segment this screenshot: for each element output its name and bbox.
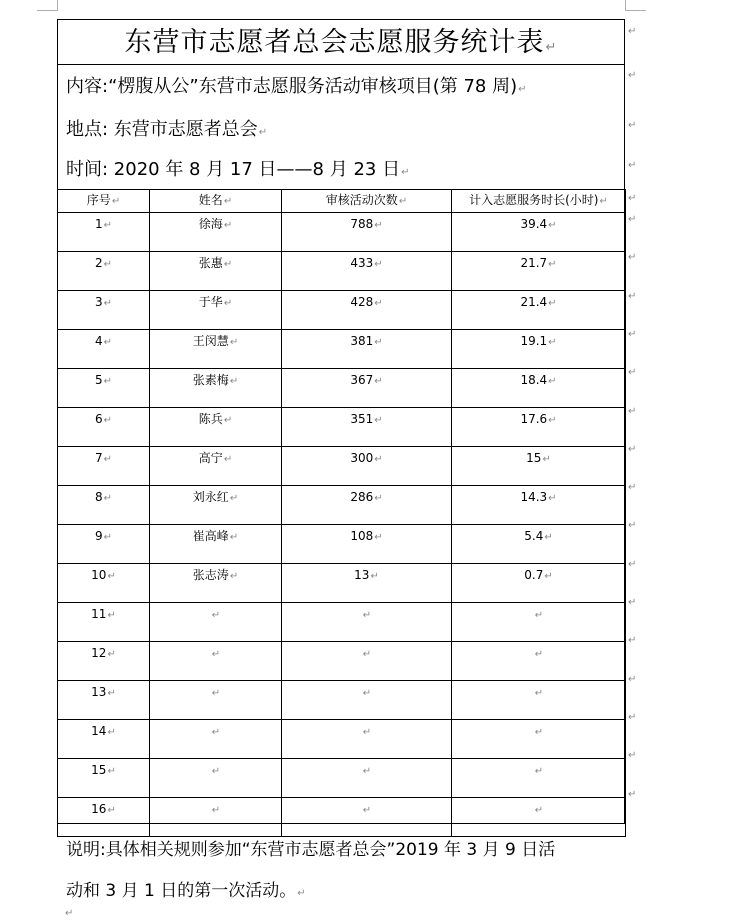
paragraph-mark-icon: ↵ [223, 415, 233, 426]
paragraph-mark-icon: ↵ [544, 571, 553, 582]
crop-mark-left [37, 0, 58, 11]
cell-hours: 39.4↵ [452, 213, 626, 252]
cell-count: 381↵ [282, 330, 452, 369]
cell-no: 8↵ [58, 486, 150, 525]
cell-count: 433↵ [282, 252, 452, 291]
paragraph-mark-icon: ↵ [362, 649, 372, 660]
content-text: 内容:“楞腹从公”东营市志愿服务活动审核项目(第 78 周) [66, 76, 518, 97]
paragraph-mark-icon: ↵ [229, 376, 239, 387]
paragraph-mark-icon: ↵ [223, 220, 233, 231]
cell-name: 张惠↵ [150, 252, 282, 291]
paragraph-mark-icon: ↵ [362, 727, 372, 738]
paragraph-mark-icon: ↵ [370, 571, 379, 582]
table-row [58, 681, 626, 720]
cell-count [282, 681, 452, 720]
header-hours: 计入志愿服务时长(小时)↵ [452, 190, 626, 213]
table-row [58, 291, 626, 330]
cell-count: 428↵ [282, 291, 452, 330]
table-row [58, 798, 626, 837]
paragraph-mark-icon: ↵ [548, 415, 557, 426]
paragraph-mark-icon: ↵ [107, 610, 116, 621]
paragraph-mark-icon: ↵ [374, 376, 383, 387]
paragraph-mark-icon: ↵ [103, 220, 113, 231]
note-line-2: 动和 3 月 1 日的第一次活动。↵ [66, 881, 306, 901]
table-header-row [58, 190, 626, 213]
paragraph-mark-icon: ↵ [107, 727, 116, 738]
end-of-row-mark-icon: ↵ [628, 120, 637, 131]
table-row [58, 486, 626, 525]
end-of-row-mark-icon: ↵ [628, 193, 637, 204]
cell-name [150, 720, 282, 759]
paragraph-mark-icon: ↵ [211, 805, 221, 816]
cell-name: 高宁↵ [150, 447, 282, 486]
cell-count: 286↵ [282, 486, 452, 525]
cell-hours: 21.4↵ [452, 291, 626, 330]
paragraph-mark-icon: ↵ [362, 766, 372, 777]
cell-name: 王闵慧↵ [150, 330, 282, 369]
cell-name [150, 681, 282, 720]
end-of-row-mark-icon: ↵ [628, 26, 637, 37]
paragraph-mark-icon: ↵ [107, 688, 116, 699]
end-of-row-mark-icon: ↵ [628, 711, 637, 723]
cell-hours [452, 681, 626, 720]
cell-no: 14↵ [58, 720, 150, 759]
cell-hours: 14.3↵ [452, 486, 626, 525]
end-of-row-mark-icon: ↵ [628, 70, 637, 81]
end-of-row-mark-icon: ↵ [628, 750, 637, 762]
cell-no: 9↵ [58, 525, 150, 564]
cell-no: 7↵ [58, 447, 150, 486]
cell-no: 16↵ [58, 798, 150, 837]
paragraph-mark-icon: ↵ [362, 610, 372, 621]
paragraph-mark-icon: ↵ [103, 532, 113, 543]
end-of-row-mark-icon: ↵ [628, 635, 637, 647]
table-row [58, 525, 626, 564]
table-row [58, 564, 626, 603]
paragraph-mark-icon: ↵ [534, 688, 544, 699]
paragraph-mark-icon: ↵ [548, 493, 557, 504]
end-of-row-mark-icon: ↵ [628, 160, 637, 171]
paragraph-mark-icon: ↵ [211, 649, 221, 660]
paragraph-mark-icon: ↵ [374, 298, 383, 309]
cell-name: 张志涛↵ [150, 564, 282, 603]
paragraph-mark-icon: ↵ [107, 649, 116, 660]
paragraph-mark-icon: ↵ [362, 805, 372, 816]
end-of-row-mark-icon: ↵ [628, 252, 637, 264]
table-row [58, 252, 626, 291]
cell-count: 788↵ [282, 213, 452, 252]
paragraph-mark-icon: ↵ [544, 532, 553, 543]
end-of-row-mark-icon: ↵ [628, 597, 637, 608]
cell-name: 徐海↵ [150, 213, 282, 252]
paragraph-mark-icon: ↵ [548, 298, 557, 309]
cell-count: 351↵ [282, 408, 452, 447]
paragraph-mark-icon: ↵ [401, 167, 410, 178]
end-of-row-mark-icon: ↵ [628, 290, 637, 302]
paragraph-mark-icon: ↵ [374, 454, 383, 465]
cell-hours: 0.7↵ [452, 564, 626, 603]
cell-count [282, 603, 452, 642]
end-of-row-mark-icon: ↵ [628, 367, 637, 379]
cell-hours: 19.1↵ [452, 330, 626, 369]
paragraph-mark-icon: ↵ [518, 84, 527, 95]
paragraph-mark-icon: ↵ [229, 532, 239, 543]
cell-no: 11↵ [58, 603, 150, 642]
end-of-row-mark-icon: ↵ [628, 328, 637, 340]
table-row [58, 213, 626, 252]
time-text: 时间: 2020 年 8 月 17 日——8 月 23 日 [66, 159, 401, 180]
cell-name: 刘永红↵ [150, 486, 282, 525]
paragraph-mark-icon: ↵ [548, 376, 557, 387]
cell-no: 5↵ [58, 369, 150, 408]
cell-name [150, 759, 282, 798]
page-title [58, 20, 624, 65]
header-no: 序号↵ [58, 190, 150, 213]
paragraph-mark-icon: ↵ [534, 610, 544, 621]
cell-no: 2↵ [58, 252, 150, 291]
paragraph-mark-icon: ↵ [211, 766, 221, 777]
paragraph-mark-icon: ↵ [374, 220, 383, 231]
paragraph-mark-icon: ↵ [542, 454, 551, 465]
cell-hours [452, 720, 626, 759]
paragraph-mark-icon: ↵ [374, 337, 383, 348]
cell-hours: 21.7↵ [452, 252, 626, 291]
cell-no: 6↵ [58, 408, 150, 447]
paragraph-mark-icon: ↵ [548, 220, 557, 231]
cell-name [150, 798, 282, 837]
table-row [58, 369, 626, 408]
cell-count [282, 720, 452, 759]
header-count: 审核活动次数↵ [282, 190, 452, 213]
paragraph-mark-icon: ↵ [103, 493, 113, 504]
table-row [58, 642, 626, 681]
crop-mark-right [625, 0, 646, 11]
table-row [58, 447, 626, 486]
end-of-row-mark-icon: ↵ [628, 214, 637, 225]
paragraph-mark-icon: ↵ [374, 259, 383, 270]
table-row [58, 603, 626, 642]
paragraph-mark-icon: ↵ [103, 298, 113, 309]
paragraph-mark-icon: ↵ [545, 40, 558, 55]
cell-count: 367↵ [282, 369, 452, 408]
paragraph-mark-icon: ↵ [107, 766, 116, 777]
volunteer-table [57, 189, 626, 837]
paragraph-mark-icon: ↵ [229, 493, 239, 504]
cell-count: 108↵ [282, 525, 452, 564]
cell-hours [452, 642, 626, 681]
table-row [58, 759, 626, 798]
cell-no: 4↵ [58, 330, 150, 369]
content-line [66, 72, 527, 98]
paragraph-mark-icon: ↵ [103, 454, 113, 465]
cell-no: 1↵ [58, 213, 150, 252]
end-of-row-mark-icon: ↵ [628, 788, 637, 800]
paragraph-mark-icon: ↵ [534, 649, 544, 660]
cell-hours [452, 603, 626, 642]
paragraph-mark-icon: ↵ [374, 532, 383, 543]
paragraph-mark-icon: ↵ [229, 571, 239, 582]
cell-hours: 5.4↵ [452, 525, 626, 564]
end-of-row-mark-icon: ↵ [628, 405, 637, 417]
paragraph-mark-icon: ↵ [534, 805, 544, 816]
paragraph-mark-icon: ↵ [548, 337, 557, 348]
paragraph-mark-icon: ↵ [103, 376, 113, 387]
end-of-row-mark-icon: ↵ [628, 443, 637, 455]
cell-no: 10↵ [58, 564, 150, 603]
cell-name: 陈兵↵ [150, 408, 282, 447]
cell-name [150, 603, 282, 642]
table-row [58, 408, 626, 447]
cell-no: 12↵ [58, 642, 150, 681]
note-line-1: 说明:具体相关规则参加“东营市志愿者总会”2019 年 3 月 9 日活 [66, 840, 556, 860]
paragraph-mark-icon: ↵ [223, 298, 233, 309]
paragraph-mark-icon: ↵ [103, 259, 113, 270]
paragraph-mark-icon: ↵ [297, 888, 306, 899]
paragraph-mark-icon: ↵ [223, 454, 233, 465]
paragraph-mark-icon: ↵ [103, 337, 113, 348]
paragraph-mark-icon: ↵ [223, 259, 233, 270]
cell-count [282, 798, 452, 837]
paragraph-mark-icon: ↵ [374, 415, 383, 426]
cell-count: 300↵ [282, 447, 452, 486]
title-text: 东营市志愿者总会志愿服务统计表 [124, 27, 545, 58]
cell-hours [452, 759, 626, 798]
paragraph-mark-icon: ↵ [534, 766, 544, 777]
cell-name [150, 642, 282, 681]
paragraph-mark-icon: ↵ [107, 805, 116, 816]
paragraph-mark-icon: ↵ [211, 688, 221, 699]
header-name: 姓名↵ [150, 190, 282, 213]
end-of-row-mark-icon: ↵ [628, 520, 637, 532]
paragraph-mark-icon: ↵ [103, 415, 113, 426]
location-text: 地点: 东营市志愿者总会 [66, 119, 258, 140]
paragraph-mark-icon: ↵ [374, 493, 383, 504]
paragraph-mark-icon: ↵ [548, 259, 557, 270]
end-of-row-mark-icon: ↵ [628, 558, 637, 570]
location-line [66, 115, 267, 141]
time-line [66, 155, 409, 181]
paragraph-mark-icon: ↵ [534, 727, 544, 738]
cell-no: 15↵ [58, 759, 150, 798]
paragraph-mark-icon: ↵ [258, 127, 268, 138]
paragraph-mark-icon: ↵ [362, 688, 372, 699]
end-of-row-mark-icon: ↵ [628, 673, 637, 685]
paragraph-mark-icon: ↵ [211, 610, 221, 621]
cell-hours: 18.4↵ [452, 369, 626, 408]
cell-name: 张素梅↵ [150, 369, 282, 408]
cell-no: 13↵ [58, 681, 150, 720]
cell-count [282, 759, 452, 798]
cell-count: 13↵ [282, 564, 452, 603]
cell-hours: 17.6↵ [452, 408, 626, 447]
cell-hours: 15↵ [452, 447, 626, 486]
paragraph-mark-icon: ↵ [211, 727, 221, 738]
end-of-row-mark-icon: ↵ [628, 482, 637, 494]
cell-name: 崔高峰↵ [150, 525, 282, 564]
table-row [58, 720, 626, 759]
paragraph-mark-icon: ↵ [107, 571, 116, 582]
cell-name: 于华↵ [150, 291, 282, 330]
cell-no: 3↵ [58, 291, 150, 330]
paragraph-mark-icon: ↵ [65, 908, 74, 919]
cell-hours [452, 798, 626, 837]
paragraph-mark-icon: ↵ [229, 337, 239, 348]
cell-count [282, 642, 452, 681]
table-row [58, 330, 626, 369]
